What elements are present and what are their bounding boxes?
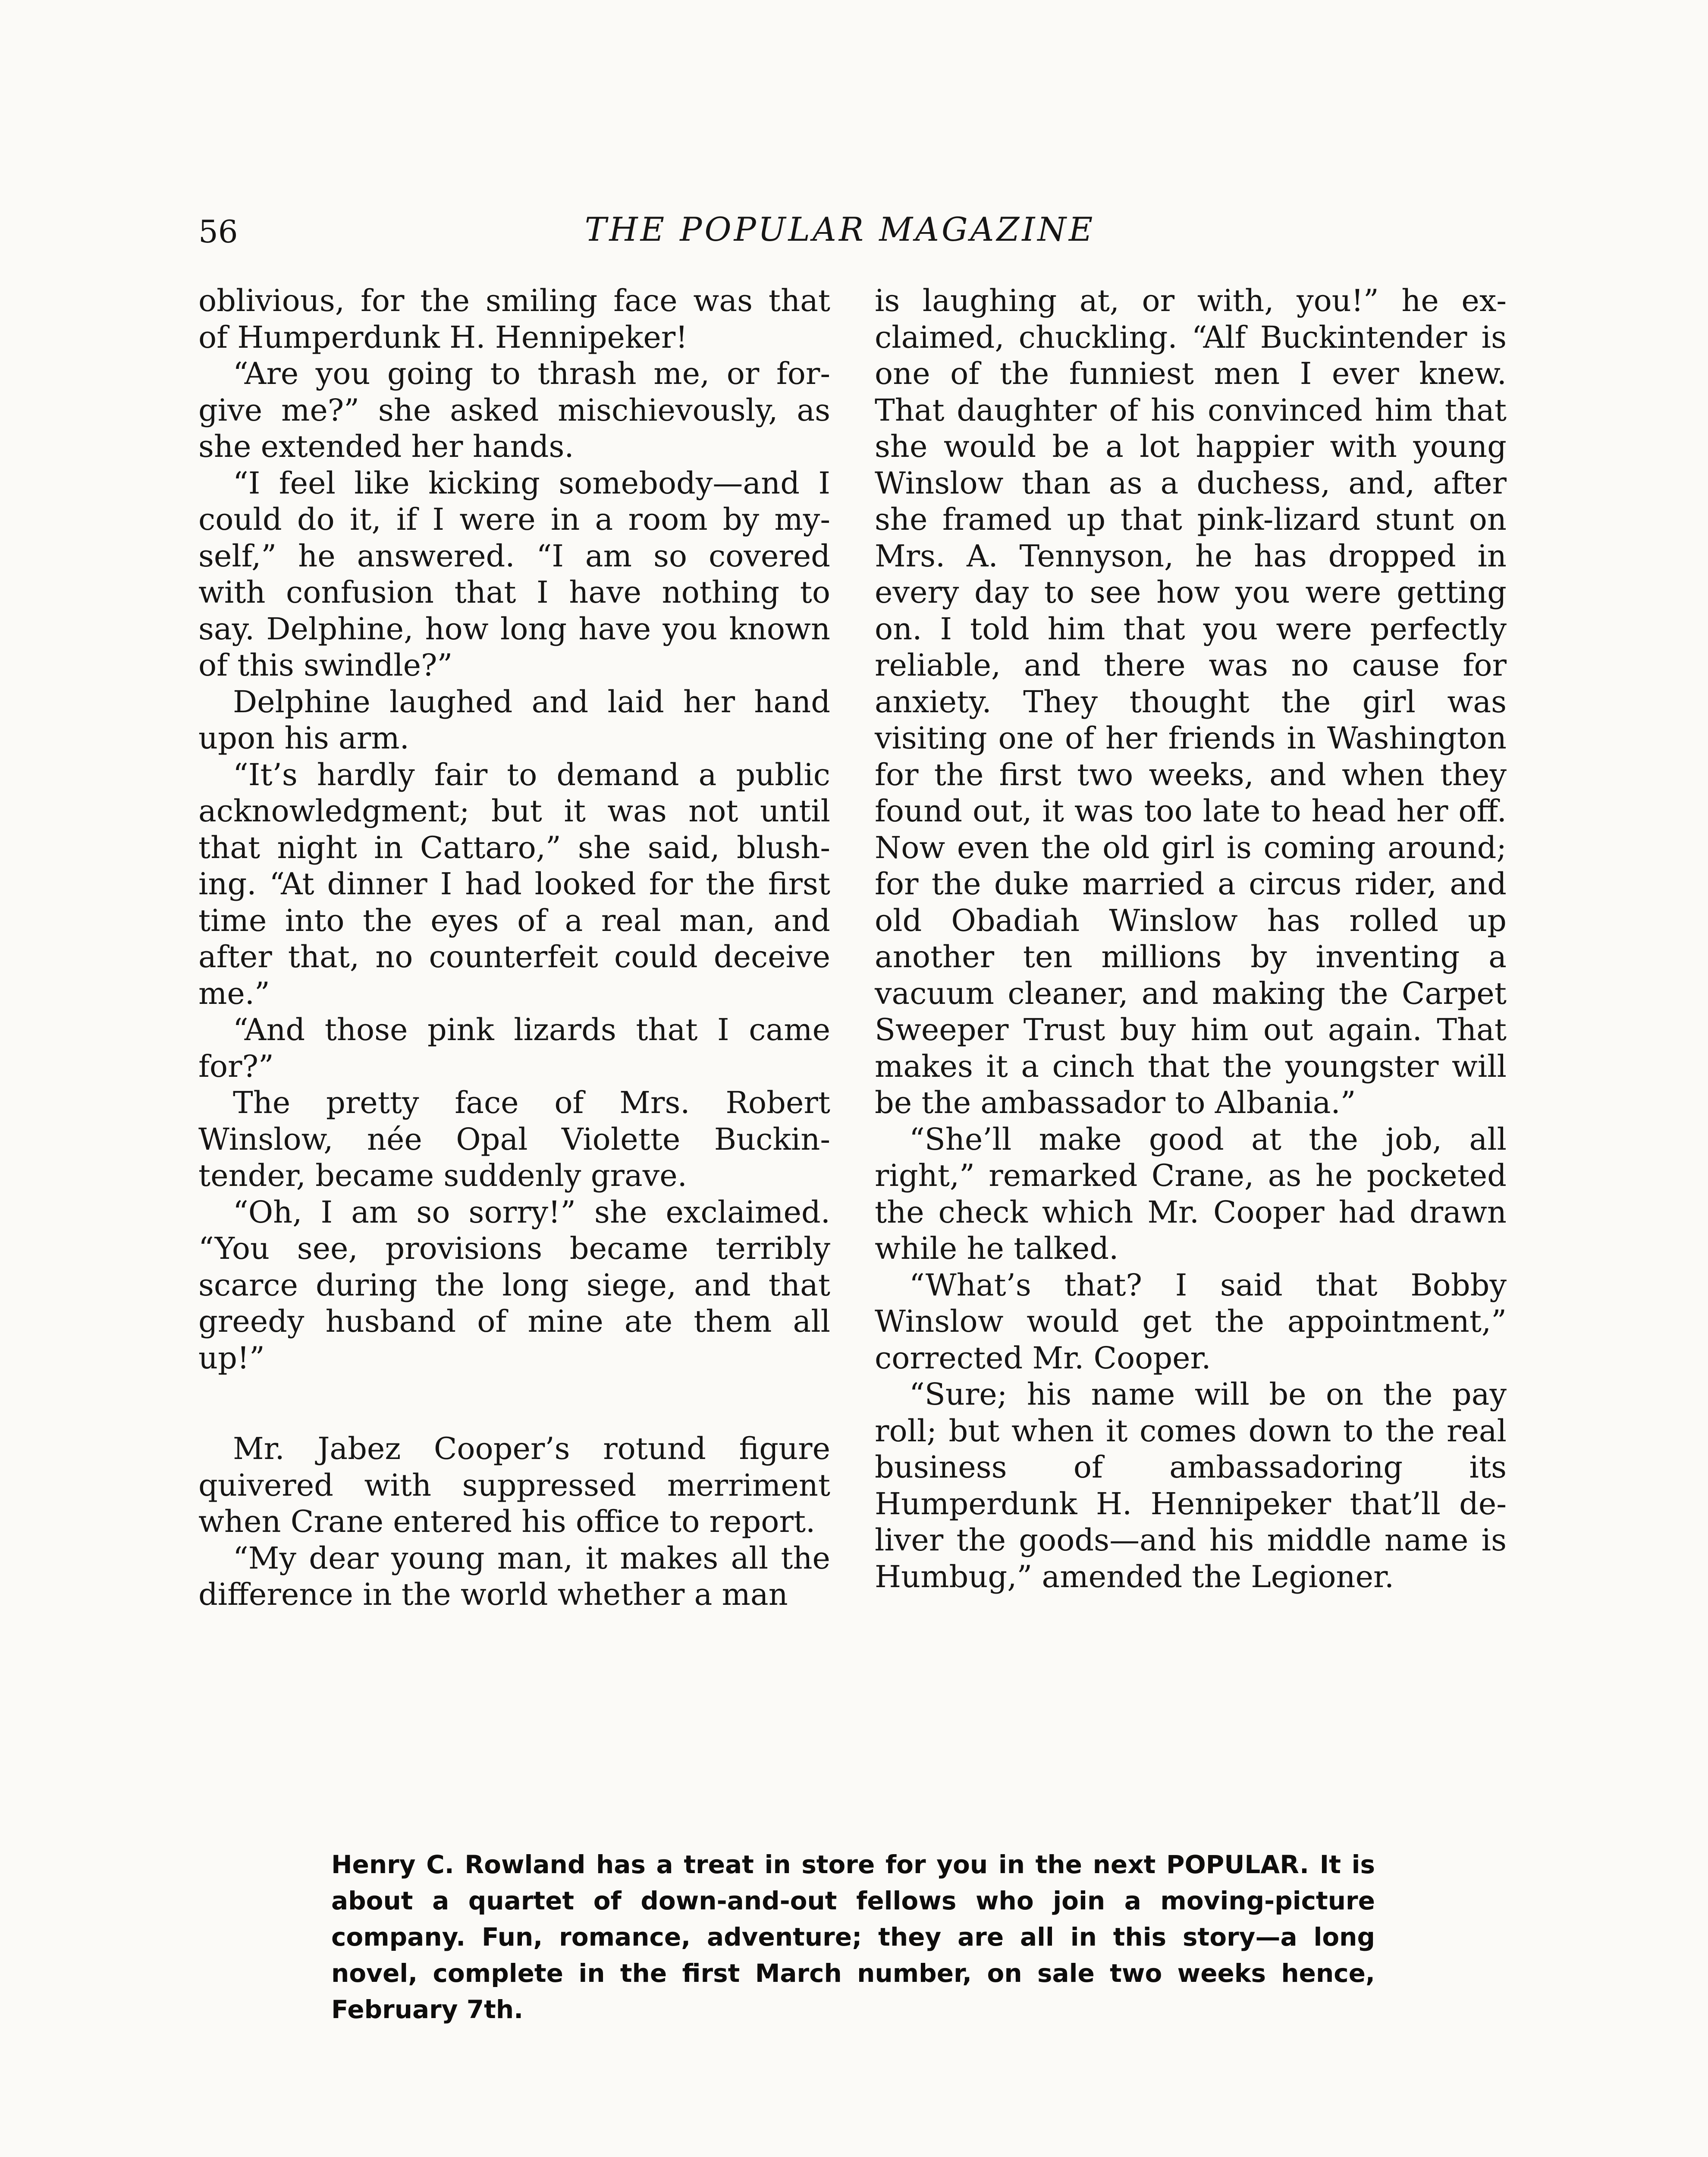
paragraph: “I feel like kicking somebody—and I could do it, if I were in a room by myself,” he answered. “I am so covered with confusion that I have nothing to say. Delphine, how long have you known of this swindle?” xyxy=(198,465,830,683)
paragraph: The pretty face of Mrs. Robert Winslow, née Opal Violette Buckintender, became suddenly grave. xyxy=(198,1085,830,1193)
right-column xyxy=(875,283,1507,1595)
paragraph: “Oh, I am so sorry!” she exclaimed. “You see, provisions became terribly scarce during the long siege, and that greedy husband of mine ate them all up!” xyxy=(198,1194,830,1376)
page-header xyxy=(198,208,1482,264)
paragraph: “It’s hardly fair to demand a public acknowledgment; but it was not until that night in Cattaro,” she said, blushing. “At dinner I had looked for the first time into the eyes of a real man, and after that, no counterfeit could deceive me.” xyxy=(198,757,830,1011)
paragraph: is laughing at, or with, you!” he exclaimed, chuckling. “Alf Buckintender is one of the funniest men I ever knew. That daughter of his convinced him that she would be a lot happier with young Winslow than as a duchess, and, after she framed up that pink-lizard stunt on Mrs. A. Tennyson, he has dropped in every day to see how you were getting on. I told him that you were perfectly reliable, and there was no cause for anxiety. They thought the girl was visiting one of her friends in Washington for the first two weeks, and when they found out, it was too late to head her off. Now even the old girl is coming around; for the duke married a circus rider, and old Obadiah Winslow has rolled up another ten millions by inventing a vacuum cleaner, and making the Carpet Sweeper Trust buy him out again. That makes it a cinch that the youngster will be the ambassador to Albania.” xyxy=(875,283,1507,1120)
paragraph: “And those pink lizards that I came for?” xyxy=(198,1012,830,1084)
paragraph: “Sure; his name will be on the pay roll; but when it comes down to the real business of ambassadoring its Humperdunk H. Hennipeker that’ll deliver the goods—and his middle name is Humbug,” amended the Legioner. xyxy=(875,1377,1507,1594)
paragraph: “What’s that? I said that Bobby Winslow would get the appointment,” corrected Mr. Cooper. xyxy=(875,1267,1507,1376)
paragraph: Delphine laughed and laid her hand upon his arm. xyxy=(198,684,830,756)
page-number: 56 xyxy=(198,214,238,250)
paragraph: Mr. Jabez Cooper’s rotund figure quivered with suppressed merriment when Crane entered his office to report. xyxy=(198,1431,830,1539)
magazine-title: THE POPULAR MAGAZINE xyxy=(584,210,1096,248)
paragraph: “She’ll make good at the job, all right,” remarked Crane, as he pocketed the check which Mr. Cooper had drawn while he talked. xyxy=(875,1121,1507,1266)
next-issue-announcement: Henry C. Rowland has a treat in store for you in the next POPULAR. It is about a quartet of down-and-out fellows who join a moving-picture company. Fun, romance, adventure; they are all in this story—a long novel, complete in the first March number, on sale two weeks hence, February 7th. xyxy=(331,1850,1375,2024)
left-column xyxy=(198,283,830,1613)
paragraph: oblivious, for the smiling face was that of Humperdunk H. Hennipeker! xyxy=(198,283,830,355)
paragraph: “My dear young man, it makes all the difference in the world whether a man xyxy=(198,1540,830,1612)
paragraph: “Are you going to thrash me, or forgive me?” she asked mischievously, as she extended her hands. xyxy=(198,356,830,464)
